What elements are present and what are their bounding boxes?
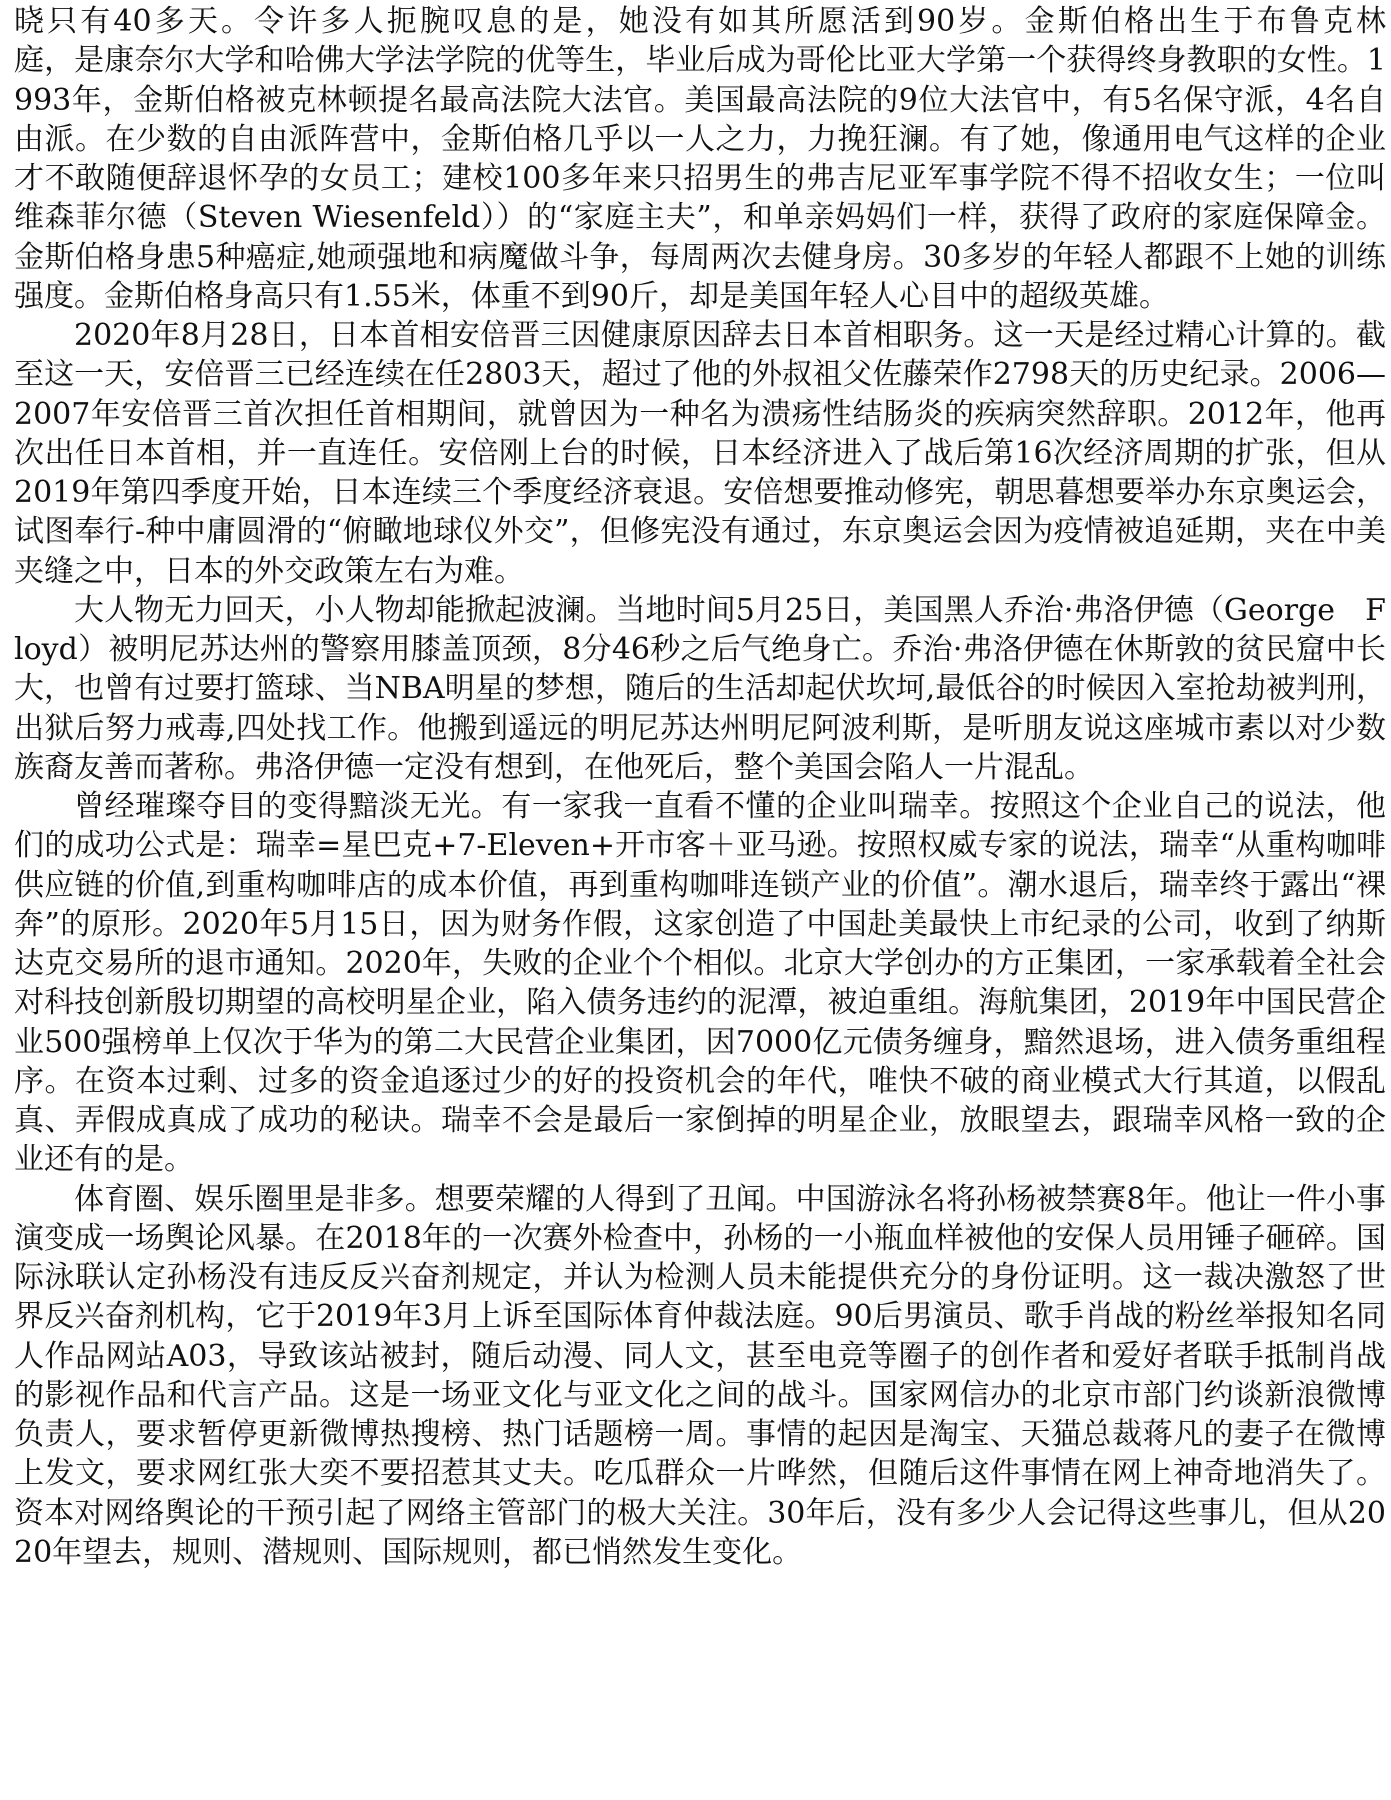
paragraph-abe-resignation: 2020年8月28日，日本首相安倍晋三因健康原因辞去日本首相职务。这一天是经过精心计算的。截至这一天，安倍晋三已经连续在任2803天，超过了他的外叔祖父佐藤荣作2798天的历史纪录。2006—2007年安倍晋三首次担任首相期间，就曾因为一种名为溃疡性结肠炎的疾病突然辞职。2012年，他再次出任日本首相，并一直连任。安倍刚上台的时候，日本经济进入了战后第16次经济周期的扩张，但从2019年第四季度开始，日本连续三个季度经济衰退。安倍想要推动修宪，朝思暮想要举办东京奥运会，试图奉行-种中庸圆滑的“俯瞰地球仪外交”，但修宪没有通过，东京奥运会因为疫情被追延期，夹在中美夹缝之中，日本的外交政策左右为难。 (14, 318, 1386, 589)
paragraph-george-floyd: 大人物无力回天，小人物却能掀起波澜。当地时间5月25日，美国黑人乔治·弗洛伊德（George Floyd）被明尼苏达州的警察用膝盖顶颈，8分46秒之后气绝身亡。乔治·弗洛伊德在休斯敦的贫民窟中长大，也曾有过要打篮球、当NBA明星的梦想，随后的生活却起伏坎坷,最低谷的时候因入室抢劫被判刑，出狱后努力戒毒,四处找工作。他搬到遥远的明尼苏达州明尼阿波利斯，是听朋友说这座城市素以对少数族裔友善而著称。弗洛伊德一定没有想到，在他死后，整个美国会陷人一片混乱。 (14, 592, 1386, 785)
paragraph-luckin-coffee: 曾经璀璨夺目的变得黯淡无光。有一家我一直看不懂的企业叫瑞幸。按照这个企业自己的说法，他们的成功公式是：瑞幸=星巴克+7-Eleven+开市客＋亚马逊。按照权威专家的说法，瑞幸“从重构咖啡供应链的价值,到重构咖啡店的成本价值，再到重构咖啡连锁产业的价值”。潮水退后，瑞幸终于露出“裸奔”的原形。2020年5月15日，因为财务作假，这家创造了中国赴美最快上市纪录的公司，收到了纳斯达克交易所的退市通知。2020年，失败的企业个个相似。北京大学创办的方正集团，一家承载着全社会对科技创新殷切期望的高校明星企业，陷入债务违约的泥潭，被迫重组。海航集团，2019年中国民营企业500强榜单上仅次于华为的第二大民营企业集团，因7000亿元债务缠身，黯然退场，进入债务重组程序。在资本过剩、过多的资金追逐过少的好的投资机会的年代，唯快不破的商业模式大行其道，以假乱真、弄假成真成了成功的秘诀。瑞幸不会是最后一家倒掉的明星企业，放眼望去，跟瑞幸风格一致的企业还有的是。 (14, 789, 1386, 1178)
document-page (14, 2, 1386, 1792)
paragraph-sports-entertainment: 体育圈、娱乐圈里是非多。想要荣耀的人得到了丑闻。中国游泳名将孙杨被禁赛8年。他让一件小事演变成一场舆论风暴。在2018年的一次赛外检查中，孙杨的一小瓶血样被他的安保人员用锤子砸碎。国际泳联认定孙杨没有违反反兴奋剂规定，并认为检测人员未能提供充分的身份证明。这一裁决激怒了世界反兴奋剂机构，它于2019年3月上诉至国际体育仲裁法庭。90后男演员、歌手肖战的粉丝举报知名同人作品网站A03，导致该站被封，随后动漫、同人文，甚至电竞等圈子的创作者和爱好者联手抵制肖战的影视作品和代言产品。这是一场亚文化与亚文化之间的战斗。国家网信办的北京市部门约谈新浪微博负责人，要求暂停更新微博热搜榜、热门话题榜一周。事情的起因是淘宝、天猫总裁蒋凡的妻子在微博上发文，要求网红张大奕不要招惹其丈夫。吃瓜群众一片哗然，但随后这件事情在网上神奇地消失了。资本对网络舆论的干预引起了网络主管部门的极大关注。30年后，没有多少人会记得这些事儿，但从2020年望去，规则、潜规则、国际规则，都已悄然发生变化。 (14, 1181, 1386, 1570)
paragraph-rbg-continuation: 晓只有40多天。令许多人扼腕叹息的是，她没有如其所愿活到90岁。金斯伯格出生于布鲁克林 庭，是康奈尔大学和哈佛大学法学院的优等生，毕业后成为哥伦比亚大学第一个获得终身教职的女性。1993年，金斯伯格被克林顿提名最高法院大法官。美国最高法院的9位大法官中，有5名保守派，4名自由派。在少数的自由派阵营中，金斯伯格几乎以一人之力，力挽狂澜。有了她，像通用电气这样的企业才不敢随便辞退怀孕的女员工；建校100多年来只招男生的弗吉尼亚军事学院不得不招收女生；一位叫维森菲尔德（Steven Wiesenfeld））的“家庭主夫”，和单亲妈妈们一样，获得了政府的家庭保障金。金斯伯格身患5种癌症,她顽强地和病魔做斗争，每周两次去健身房。30多岁的年轻人都跟不上她的训练强度。金斯伯格身高只有1.55米，体重不到90斤，却是美国年轻人心目中的超级英雄。 (14, 4, 1386, 314)
